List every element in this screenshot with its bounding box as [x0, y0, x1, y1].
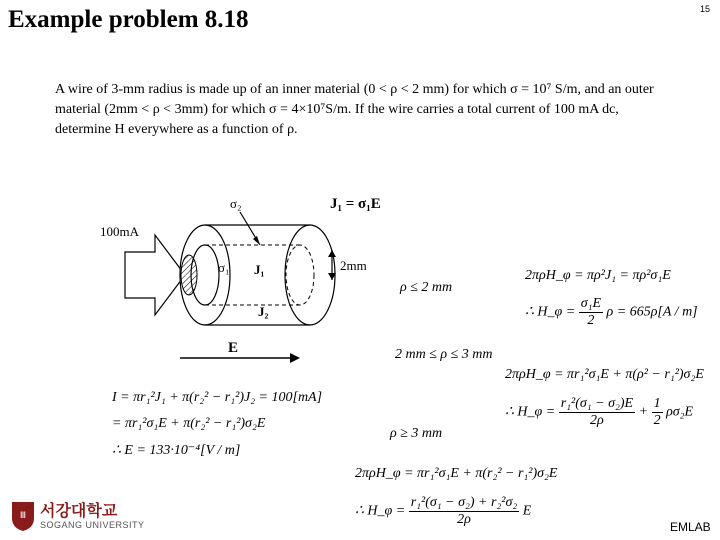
region2-label: 2 mm ≤ ρ ≤ 3 mm	[395, 347, 493, 362]
region1-label: ρ ≤ 2 mm	[400, 280, 453, 295]
svg-text:Ⅲ: Ⅲ	[19, 510, 27, 520]
page-number: 15	[700, 4, 711, 14]
e-field-label: E	[228, 340, 239, 356]
problem-statement: A wire of 3-mm radius is made up of an inner material (0 < ρ < 2 mm) for which σ = 10⁷ S/m, and an outer material (2mm < ρ < 3mm) for which σ = 4×10⁷S/m. If the wire carries a total current of 100 mA dc, determine H everywhere as a function of ρ.	[55, 82, 654, 137]
cylinder-back-face	[285, 225, 335, 325]
sigma2-label: σ₂	[230, 196, 242, 211]
sigma1-label: σ₁	[218, 260, 230, 275]
inner-core-hatch	[181, 255, 197, 295]
region2-eq2: ∴ H_φ = $\frac{\text{r₁²(σ₁ − σ₂)E}}{2\rho}$ + $\frac{1}{2}$ ρσ₂E	[505, 396, 694, 428]
e-field-result: ∴ E = 133·10⁻⁴[V / m]	[112, 443, 241, 458]
university-shield-icon	[10, 500, 36, 532]
radius-label: 2mm	[340, 258, 367, 273]
lab-footer: EMLAB	[670, 520, 711, 534]
j1-label: J₁	[254, 262, 265, 277]
j2-label: J₂	[258, 304, 269, 319]
total-current-eq: I = πr₁²J₁ + π(r₂² − r₁²)J₂ = 100[mA]	[112, 390, 323, 405]
region1-eq1: 2πρH_φ = πρ²J₁ = πρ²σ₁E	[525, 268, 671, 283]
region2-eq1: 2πρH_φ = πr₁²σ₁E + π(ρ² − r₁²)σ₂E	[505, 367, 704, 382]
region1-eq2: ∴ H_φ = $\frac{\text{σ₁E}}{2}$ ρ = 665ρ[A / m]	[525, 296, 698, 328]
region3-eq1: 2πρH_φ = πr₁²σ₁E + π(r₂² − r₁²)σ₂E	[355, 466, 558, 481]
wire-diagram	[95, 190, 415, 370]
j1-equation-label: J₁ = σ₁E	[330, 196, 381, 212]
university-logo	[10, 498, 180, 536]
logo-english-name: SOGANG UNIVERSITY	[40, 520, 145, 530]
logo-korean-name: 서강대학교	[40, 501, 118, 520]
current-arrow-icon	[125, 235, 185, 315]
region3-eq2: ∴ H_φ = $\frac{\text{r₁²(σ₁ − σ₂) + r₂²σ₂}}{2\rho}$ E	[355, 495, 532, 527]
total-current-expansion: = πr₁²σ₁E + π(r₂² − r₁²)σ₂E	[112, 416, 266, 431]
region3-label: ρ ≥ 3 mm	[390, 426, 443, 441]
slide-title: Example problem 8.18	[8, 6, 249, 33]
current-label: 100mA	[100, 224, 139, 239]
